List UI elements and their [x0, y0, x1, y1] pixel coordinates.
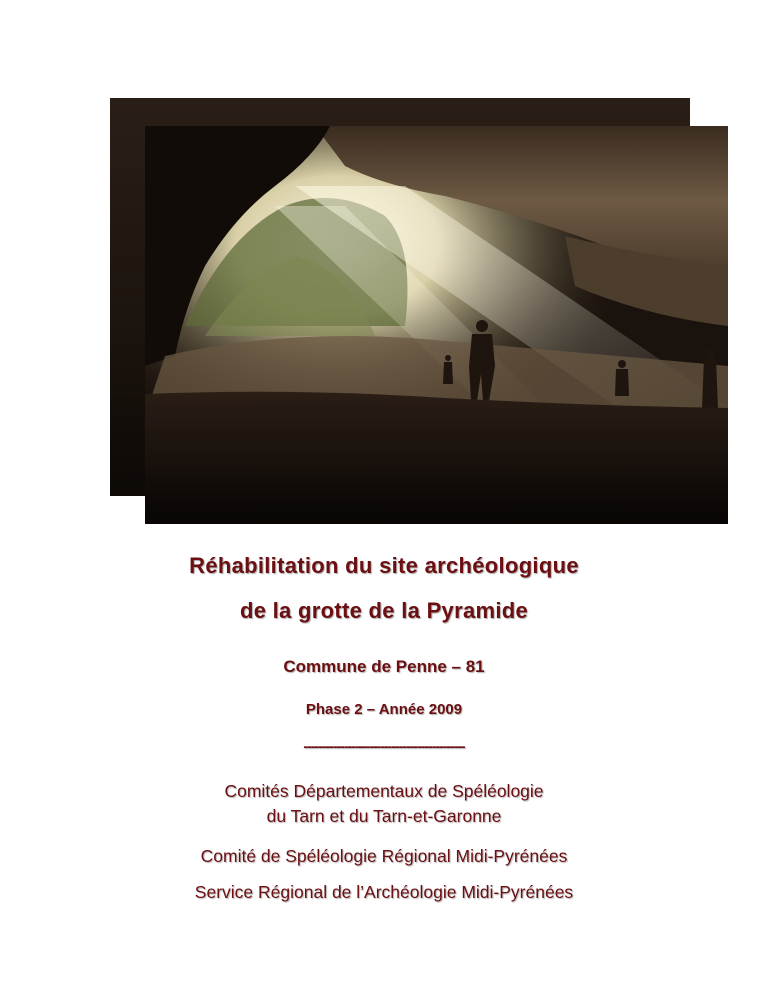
cave-photo-illustration: [145, 126, 728, 524]
dashed-divider: --------------------------------------------: [303, 738, 465, 754]
phase-subtitle: Phase 2 – Année 2009: [305, 701, 463, 718]
commune-subtitle: Commune de Penne – 81: [283, 657, 485, 676]
organization-line-3: Comité de Spéléologie Régional Midi-Pyrénées: [200, 846, 568, 866]
cave-entrance-photo: [145, 126, 728, 524]
document-title-line-1: Réhabilitation du site archéologique: [189, 553, 579, 578]
organization-line-2: du Tarn et du Tarn-et-Garonne: [266, 806, 502, 826]
document-title-line-2: de la grotte de la Pyramide: [239, 598, 529, 623]
organization-line-4: Service Régional de l’Archéologie Midi-Pyrénées: [194, 882, 574, 902]
organization-line-1: Comités Départementaux de Spéléologie: [224, 781, 544, 801]
